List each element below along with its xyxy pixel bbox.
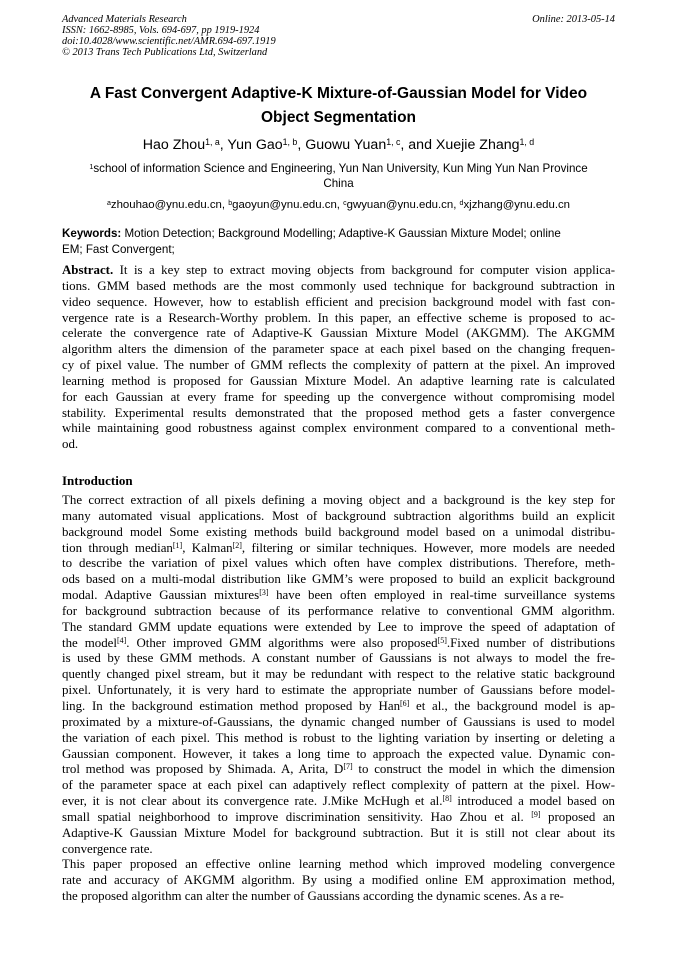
- citation-mark: [7]: [343, 762, 353, 772]
- citation-mark: [1]: [172, 540, 183, 550]
- text-run: is used by these GMM methods. A constant number of Gaussians is not always to model the fre-: [62, 651, 615, 666]
- author-separator: ,: [297, 137, 306, 153]
- text-line: [62, 588, 615, 604]
- text-line: [62, 541, 615, 557]
- journal-header: [62, 14, 615, 58]
- text-run: .Fixed number of distributions: [446, 635, 615, 650]
- citation-mark: [3]: [259, 588, 269, 598]
- text-run: proposed an: [540, 809, 615, 824]
- citation-mark: [5]: [437, 635, 447, 645]
- text-line: [62, 715, 615, 731]
- abstract-line: video sequence. However, how to establish efficient and precision background model with fast con-: [62, 294, 615, 309]
- citation-mark: [8]: [442, 794, 452, 804]
- journal-doi: doi:10.4028/www.scientific.net/AMR.694-697.1919: [62, 36, 276, 47]
- author-name: Xuejie Zhang: [435, 137, 520, 153]
- keywords-line-2: EM; Fast Convergent;: [62, 242, 175, 256]
- text-run: ling. In the background estimation method proposed by Han: [62, 698, 401, 713]
- affiliation-line-1: school of information Science and Engineering, Yun Nan University, Kun Ming Yun Nan Province: [93, 162, 588, 175]
- text-run: to construct the model in which the dimension: [352, 762, 615, 777]
- email-address: xjzhang@ynu.edu.cn: [463, 199, 571, 211]
- text-run: Gaussian component. However, it takes a long time to approach the expected value. Dynamic con-: [62, 746, 615, 761]
- abstract: [62, 263, 615, 453]
- text-line: [62, 889, 615, 905]
- email-address: zhouhao@ynu.edu.cn,: [110, 199, 229, 211]
- abstract-line: stability. Experimental results demonstrated that the proposed method gets a faster convergence: [62, 405, 615, 420]
- journal-issn: ISSN: 1662-8985, Vols. 694-697, pp 1919-1924: [62, 25, 260, 36]
- abstract-line: learning method is proposed for Gaussian Mixture Model. An adaptive learning rate is calculated: [62, 373, 615, 388]
- introduction-body: [62, 493, 615, 905]
- author-name: Guowu Yuan: [305, 137, 387, 153]
- text-run: ever, it is not clear about its convergence rate. J.Mike McHugh et al.: [62, 794, 443, 809]
- abstract-label: Abstract.: [62, 263, 114, 277]
- email-address: gwyuan@ynu.edu.cn,: [346, 199, 460, 211]
- author-separator: ,: [219, 137, 228, 153]
- text-run: rate and accuracy of AKGMM algorithm. By using a modified online EM approximation method,: [62, 873, 615, 888]
- text-run: ods based on a multi-modal distribution like GMM’s were proposed to build an explicit background: [62, 572, 615, 587]
- text-run: . Other improved GMM algorithms were also proposed: [126, 635, 438, 650]
- abstract-line: Abstract. It is a key step to extract moving objects from background for computer vision applica-: [62, 263, 615, 277]
- keywords-label: Keywords:: [62, 227, 122, 240]
- text-run: background model Some existing methods build background model based on a unimodal distribu-: [62, 524, 615, 539]
- title-line-2: Object Segmentation: [260, 109, 417, 126]
- text-run: of the parameter space at each pixel can adaptively reflect complexity of pattern at the pixel. How-: [62, 778, 615, 793]
- journal-name: Advanced Materials Research: [62, 14, 187, 25]
- text-line: [62, 873, 615, 889]
- introduction-paragraph-2: [62, 857, 615, 905]
- author-name: Yun Gao: [227, 137, 283, 153]
- text-run: small spatial neighborhood to improve discrimination sensitivity. Hao Zhou et al.: [62, 809, 532, 824]
- email-address: gaoyun@ynu.edu.cn,: [232, 199, 344, 211]
- paper-title: [62, 82, 615, 130]
- text-run: many automated visual applications. Most of background subtraction algorithms build an explicit: [62, 508, 615, 523]
- text-line: [62, 683, 615, 699]
- abstract-line: celerate the convergence rate of Adaptive-K Gaussian Mixture Model (AKGMM). The AKGMM: [62, 326, 615, 341]
- journal-copyright: © 2013 Trans Tech Publications Ltd, Switzerland: [62, 47, 268, 58]
- text-run: The correct extraction of all pixels defining a moving object and a background is the key step for: [62, 493, 615, 507]
- text-run: for background subtraction because of its performance relative to conventional GMM algorithm.: [62, 603, 615, 618]
- text-run: introduced a model based on: [451, 794, 615, 809]
- text-run: the model: [62, 635, 117, 650]
- text-run: pixel. Unfortunately, it is very hard to estimate the appropriate number of Gaussians before model-: [62, 683, 615, 698]
- text-line: [62, 857, 615, 873]
- text-run: to describe the variation of pixel values which often have complex distributions. Therefore, meth-: [62, 556, 615, 571]
- citation-mark: [6]: [400, 698, 410, 708]
- citation-mark: [4]: [116, 635, 127, 645]
- text-run: trol method was proposed by Shimada. A, Arita, D: [62, 762, 344, 777]
- text-run: The standard GMM update equations were extended by Lee to improve the speed of adaptation of: [62, 619, 615, 634]
- author-affiliation-mark: 1, a: [205, 137, 220, 148]
- text-run: tion through median: [62, 540, 173, 555]
- text-line: [62, 731, 615, 747]
- citation-mark: [9]: [531, 809, 541, 819]
- text-run: convergence rate.: [62, 841, 153, 856]
- text-line: [62, 525, 615, 541]
- text-run: proximated by a mixture-of-Gaussians, the dynamic changed number of Gaussians is used to model: [62, 714, 615, 729]
- text-run: , Kalman: [182, 540, 233, 555]
- text-run: Adaptive-K Gaussian Mixture Model for background subtraction. But it is still not clear about its: [62, 825, 615, 840]
- abstract-line: while maintaining good robustness against complex environment compared to a conventional meth-: [62, 421, 615, 436]
- text-run: et al., the background model is ap-: [409, 698, 615, 713]
- author-separator: , and: [400, 137, 436, 153]
- keywords: [62, 226, 615, 257]
- author-name: Hao Zhou: [142, 137, 206, 153]
- text-line: [62, 509, 615, 525]
- citation-mark: [2]: [232, 540, 242, 550]
- text-line: [62, 842, 615, 858]
- author-affiliation-mark: 1, c: [386, 137, 401, 148]
- text-line: [62, 556, 615, 572]
- text-run: the variation of each pixel. This method is robust to the lighting variation by inserting or deleting a: [62, 730, 615, 745]
- text-line: [62, 572, 615, 588]
- text-line: [62, 794, 615, 810]
- text-line: [62, 604, 615, 620]
- text-line: [62, 620, 615, 636]
- email-mark: c: [343, 199, 347, 207]
- email-mark: a: [106, 199, 111, 207]
- text-line: [62, 636, 615, 652]
- abstract-line: tions. GMM based methods are the most commonly used technique for background subtraction in: [62, 278, 615, 293]
- email-list: [62, 198, 615, 213]
- author-affiliation-mark: 1, b: [282, 137, 298, 148]
- email-mark: b: [228, 199, 233, 207]
- text-line: [62, 762, 615, 778]
- introduction-paragraph-1: [62, 493, 615, 857]
- text-line: [62, 493, 615, 509]
- affiliation-line-2: China: [323, 177, 354, 190]
- text-run: quently changed pixel stream, but it may be redundant with respect to the relative static background: [62, 667, 615, 682]
- title-line-1: A Fast Convergent Adaptive-K Mixture-of-Gaussian Model for Video: [89, 85, 588, 102]
- author-list: [62, 136, 615, 154]
- text-run: the proposed algorithm can alter the number of Gaussians according the dynamic scenes. As a re-: [62, 889, 564, 904]
- text-run: modal. Adaptive Gaussian mixtures: [62, 588, 260, 603]
- text-run: This paper proposed an effective online learning method which improved modeling convergence: [62, 857, 615, 872]
- text-line: [62, 651, 615, 667]
- text-run: have been often employed in real-time surveillance systems: [268, 588, 615, 603]
- text-line: [62, 778, 615, 794]
- author-affiliation-mark: 1, d: [519, 137, 535, 148]
- text-line: [62, 810, 615, 826]
- affiliation: [62, 161, 615, 191]
- text-line: [62, 667, 615, 683]
- text-run: , filtering or similar techniques. However, more models are needed: [241, 540, 615, 555]
- text-line: [62, 826, 615, 842]
- abstract-line: algorithm alters the dimension of the parameter space at each pixel based on the changing frequen-: [62, 342, 615, 357]
- text-line: [62, 747, 615, 763]
- section-heading-introduction: Introduction: [62, 473, 133, 488]
- abstract-line: vergence rate is a Research-Worthy problem. In this paper, an effective scheme is proposed to ac-: [62, 310, 615, 325]
- abstract-line: od.: [62, 437, 79, 452]
- affiliation-mark: 1: [89, 161, 94, 171]
- online-date: Online: 2013-05-14: [532, 14, 615, 25]
- abstract-line: cy of pixel value. The number of GMM reflects the complexity of pattern at the pixel. An improved: [62, 358, 615, 373]
- text-line: [62, 699, 615, 715]
- email-mark: d: [459, 199, 464, 207]
- keywords-line-1: Motion Detection; Background Modelling; Adaptive-K Gaussian Mixture Model; online: [121, 227, 561, 240]
- abstract-line: for each Gaussian at every frame for speeding up the convergence without compromising model: [62, 389, 615, 404]
